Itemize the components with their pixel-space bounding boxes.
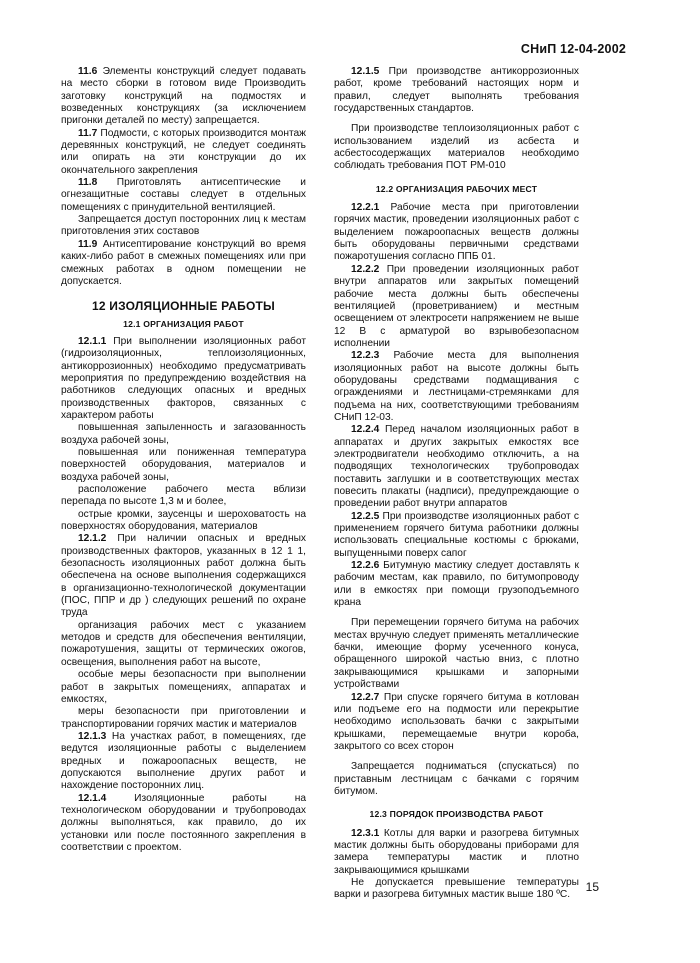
clause-number: 12.3.1 xyxy=(351,827,380,839)
clause-number: 12.1.1 xyxy=(78,335,107,347)
paragraph-12-2-7 xyxy=(334,692,579,754)
clause-number: 11.8 xyxy=(78,177,98,189)
clause-text: Котлы для варки и разогрева битумных мастик должны быть оборудованы приборами для замера температуры мастик и плотно закрывающимися крышками xyxy=(334,827,579,876)
clause-text: Рабочие места при приготовлении горячих мастик, проведении изоляционных работ с выделением пожароопасных веществ должны быть оборудованы первичными средствами пожаротушения согласно ППБ 01. xyxy=(334,202,579,263)
clause-number: 12.2.5 xyxy=(351,510,380,522)
clause-text: Рабочие места для выполнения изоляционных работ на высоте должны быть оборудованы средствами подмащивания с ограждениями и лестницами-стремянками для подъема на них, соответствующими требованиям СНиП 12-03. xyxy=(334,350,579,423)
list-item: организация рабочих мест с указанием методов и средств для обеспечения вентиляции, пожаротушения, защиты от термических ожогов, освещения, выполнения работ на высоте, xyxy=(61,619,306,668)
clause-text: Антисептирование конструкций во время каких-либо работ в смежных помещениях или при смежных работах в одном помещении не допускается. xyxy=(61,238,306,287)
paragraph-12-2-6-continued: При перемещении горячего битума на рабочих местах вручную следует применять металлические бачки, имеющие форму усеченного конуса, обращенного широкой частью вниз, с плотно закрывающимися крышками и запорными устройствами xyxy=(334,617,579,691)
left-column xyxy=(61,66,306,854)
page-number: 15 xyxy=(585,880,599,894)
subsection-title-12-3: 12.3 ПОРЯДОК ПРОИЗВОДСТВА РАБОТ xyxy=(369,809,544,820)
list-item: повышенная запыленность и загазованность воздуха рабочей зоны, xyxy=(61,422,306,446)
clause-text: При спуске горячего битума в котлован или подъеме его на подмости или перекрытие необходимо использовать бачки с закрытыми крышками, перемещаемые внутри короба, закрытого со всех сторон xyxy=(334,691,579,752)
list-item: повышенная или пониженная температура поверхностей оборудования, материалов и воздуха рабочей зоны, xyxy=(61,446,306,483)
clause-text: На участках работ, в помещениях, где ведутся изоляционные работы с выделением вредных и пожароопасных веществ, не допускаются выполнение других работ и нахождение посторонних лиц. xyxy=(61,730,306,792)
paragraph-11-8-continued xyxy=(61,214,306,239)
paragraph-12-3-1 xyxy=(334,828,579,877)
clause-text: Подмости, с которых производится монтаж деревянных конструкций, не следует соединять или опирать на эти конструкции до их окончательного закрепления xyxy=(61,127,306,176)
clause-number: 11.6 xyxy=(78,66,98,77)
clause-text: Перед началом изоляционных работ в аппаратах и других закрытых емкостях все электродвигатели необходимо отключить, а на подводящих технологических трубопроводах поставить заглушки и в соответствующих местах повесить плакаты (надписи), предупреждающие о проведении работ внутри аппаратов xyxy=(334,424,579,510)
clause-number: 12.2.4 xyxy=(351,424,380,436)
paragraph-12-2-5 xyxy=(334,511,579,560)
paragraph-12-1-5 xyxy=(334,66,579,115)
paragraph-12-1-5-continued: При производстве теплоизоляционных работ с использованием изделий из асбеста и асбестосодержащих материалов необходимо соблюдать требования ПОТ РМ-010 xyxy=(334,123,579,172)
paragraph-12-2-7-continued: Запрещается подниматься (спускаться) по приставным лестницам с бачками с горячим битумом. xyxy=(334,761,579,797)
clause-number: 12.1.5 xyxy=(351,66,380,77)
paragraph-12-1-1 xyxy=(61,336,306,422)
clause-number: 12.2.3 xyxy=(351,350,380,362)
subsection-title-12-1: 12.1 ОРГАНИЗАЦИЯ РАБОТ xyxy=(123,318,244,329)
paragraph-11-7 xyxy=(61,128,306,177)
clause-number: 12.1.4 xyxy=(78,792,107,804)
clause-text: Изоляционные работы на технологическом оборудовании и трубопроводах должны выполняться, как правило, до их установки или после постоянного закрепления в соответствии с проектом. xyxy=(61,792,306,853)
paragraph-12-2-2 xyxy=(334,264,579,350)
clause-text: При проведении изоляционных работ внутри аппаратов или закрытых помещений рабочие места должны быть обеспечены вентиляцией (проветриванием) и местным освещением от электросети напряжением не выше 12 В с арматурой во взрывобезопасном исполнении xyxy=(334,263,579,349)
clause-number: 12.2.1 xyxy=(351,202,380,214)
clause-number: 12.1.2 xyxy=(78,533,107,545)
paragraph-12-3-1-continued: Не допускается превышение температуры варки и разогрева битумных мастик выше 180 ºС. xyxy=(334,876,579,901)
paragraph-11-9 xyxy=(61,239,306,288)
paragraph-11-8 xyxy=(61,177,306,214)
clause-text: При производстве антикоррозионных работ, кроме требований настоящих норм и правил, следует выполнять требования государственных стандартов. xyxy=(334,66,579,115)
clause-text: При наличии опасных и вредных производственных факторов, указанных в 12 1 1, безопасность изоляционных работ должна быть обеспечена на основе выполнения содержащихся в организационно-технологической документации (ПОС, ППР и др ) следующих решений по охране труда xyxy=(61,533,306,619)
clause-number: 12.2.2 xyxy=(351,263,380,275)
list-item: расположение рабочего места вблизи перепада по высоте 1,3 м и более, xyxy=(61,484,306,508)
clause-text: При производстве изоляционных работ с применением горячего битума работники должны использовать специальные костюмы с брюками, выпущенными поверх сапог xyxy=(334,510,579,559)
paragraph-12-2-3 xyxy=(334,350,579,424)
clause-number: 12.2.7 xyxy=(351,691,380,703)
document-code: СНиП 12-04-2002 xyxy=(520,42,626,56)
paragraph-12-2-6 xyxy=(334,560,579,609)
clause-text: Битумную мастику следует доставлять к рабочим местам, как правило, по битумопроводу или в емкостях при помощи грузоподъемного крана xyxy=(334,560,579,609)
paragraph-12-2-1 xyxy=(334,202,579,264)
clause-number: 11.9 xyxy=(78,238,98,250)
paragraph-11-6 xyxy=(61,66,306,128)
paragraph-12-2-4 xyxy=(334,424,579,510)
clause-text: Запрещается доступ посторонних лиц к местам приготовления этих составов xyxy=(61,214,306,238)
list-item: особые меры безопасности при выполнении работ в закрытых помещениях, аппаратах и емкостях, xyxy=(61,669,306,705)
clause-number: 12.1.3 xyxy=(78,730,107,742)
clause-text: При выполнении изоляционных работ (гидроизоляционных, теплоизоляционных, антикоррозионных) необходимо предусматривать мероприятия по предупреждению воздействия на работников следующих опасных и вредных производственных факторов, связанных с характером работы xyxy=(61,335,306,421)
right-column xyxy=(334,66,579,902)
clause-number: 11.7 xyxy=(78,127,98,139)
paragraph-12-1-2 xyxy=(61,533,306,619)
clause-text: Приготовлять антисептические и огнезащитные составы следует в отдельных помещениях с принудительной вентиляцией. xyxy=(61,177,306,213)
clause-text: Элементы конструкций следует подавать на место сборки в готовом виде Производить заготовку конструкций на подмостях и возведенных конструкциях (за исключением пригонки деталей по месту) запрещается. xyxy=(61,66,306,127)
paragraph-12-1-3 xyxy=(61,731,306,793)
list-item: меры безопасности при приготовлении и транспортировании горячих мастик и материалов xyxy=(61,706,306,730)
clause-number: 12.2.6 xyxy=(351,560,380,572)
subsection-title-12-2: 12.2 ОРГАНИЗАЦИЯ РАБОЧИХ МЕСТ xyxy=(375,183,538,194)
list-item: острые кромки, заусенцы и шероховатость на поверхностях оборудования, материалов xyxy=(61,508,306,533)
section-title-12: 12 ИЗОЛЯЦИОННЫЕ РАБОТЫ xyxy=(92,299,275,314)
paragraph-12-1-4 xyxy=(61,793,306,855)
